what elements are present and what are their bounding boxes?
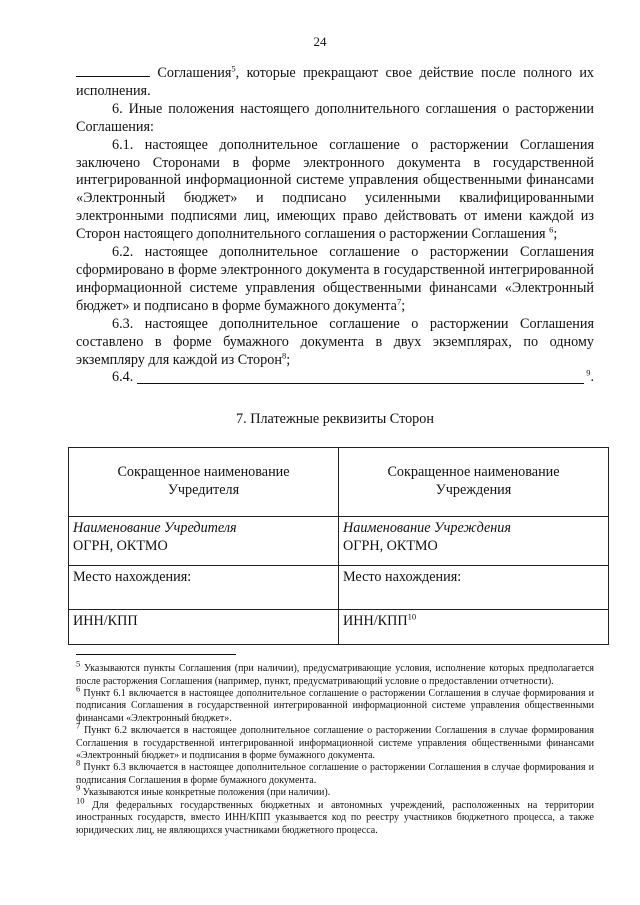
footnote-divider — [76, 654, 236, 655]
footnote-item — [76, 782, 594, 799]
footnotes — [76, 658, 595, 837]
paragraph-text: Соглашения — [157, 65, 232, 81]
table-cell — [339, 517, 609, 566]
footnote-ref: 5 — [231, 63, 236, 74]
document-body — [73, 63, 595, 837]
institution-inn: ИНН/КПП — [343, 613, 408, 630]
paragraph-text: 6.3. настоящее дополнительное соглашение о расторжении Соглашения составлено в форме бумажного документа в двух экземплярах, по одному экземпляру для каждой из Сторон — [76, 315, 594, 368]
paragraph-6-2: 6.2. настоящее дополнительное соглашение о расторжении Соглашения сформировано в форме электронного документа в государственной интегрированной информационной системе управления общественными финансами «Электронный бюджет» и подписано в форме бумажного документа$^7$; — [76, 244, 594, 314]
table-header-institution: Сокращенное наименование Учреждения — [339, 448, 609, 517]
footnote-ref: 8 — [281, 349, 287, 360]
footnote-number: 7 — [76, 720, 81, 731]
footnote-item — [76, 795, 594, 837]
paragraph-text: 6.2. настоящее дополнительное соглашение о расторжении Соглашения сформировано в форме электронного документа в государственной интегрированной информационной системе управления общественными финансами «Электронный бюджет» и подписано в форме бумажного документа — [76, 244, 594, 314]
footnote-text: Пункт 6.3 включается в настоящее дополнительное соглашение о расторжении Соглашения в случае формирования и подписания Соглашения в форме бумажного документа. — [76, 762, 594, 786]
footnote-ref: 10 — [407, 611, 417, 622]
section-title: 7. Платежные реквизиты Сторон — [236, 411, 434, 428]
footnote-ref: 7 — [396, 296, 402, 307]
payment-details-table — [68, 447, 609, 645]
paragraph-6-1: 6.1. настоящее дополнительное соглашение о расторжении Соглашения заключено Сторонами в форме электронного документа в государственной интегрированной информационной системе управления общественными финансами «Электронный бюджет» и подписано усиленными квалифицированными электронными подписями лиц, имеющих право действовать от имени каждой из Сторон настоящего дополнительного соглашения о расторжении Соглашения $^6$; — [76, 136, 594, 243]
table-row — [69, 517, 609, 566]
table-row — [69, 566, 609, 610]
founder-name: Наименование Учредителя — [73, 520, 237, 537]
paragraph-6-4: 6.4. $^9$. — [112, 367, 594, 386]
footnote-ref: 9 — [586, 367, 591, 378]
footnote-text: Пункт 6.2 включается в настоящее дополнительное соглашение о расторжении Соглашения в случае формирования Соглашения в государственной интегрированной информационной системе управления общественными финансами «Электронный бюджет» и подписания в форме бумажного документа. — [76, 725, 595, 762]
footnote-number: 5 — [76, 658, 81, 669]
table-header-founder: Сокращенное наименование Учредителя — [69, 448, 339, 517]
founder-ogrn: ОГРН, ОКТМО — [73, 538, 168, 555]
footnote-number: 10 — [76, 795, 85, 806]
footnote-text: Пункт 6.1 включается в настоящее дополнительное соглашение о расторжении Соглашения в случае формирования и подписания Соглашения в государственной интегрированной информационной системе управления общественными финансами «Электронный бюджет». — [76, 688, 594, 724]
institution-address: Место нахождения: — [339, 566, 609, 610]
paragraph-text: 6.1. настоящее дополнительное соглашение о расторжении Соглашения заключено Сторонами в форме электронного документа в государственной интегрированной информационной системе управления общественными финансами «Электронный бюджет» и подписано усиленными квалифицированными электронными подписями лиц, имеющих право действовать от имени каждой из Сторон настоящего дополнительного соглашения о расторжении Соглашения — [76, 136, 594, 243]
footnote-number: 8 — [76, 758, 81, 769]
footnote-text: Указываются иные конкретные положения (при наличии). — [82, 787, 331, 799]
footnote-item — [76, 758, 594, 787]
founder-inn: ИНН/КПП — [69, 610, 339, 645]
page-number: 24 — [313, 34, 327, 49]
footnote-ref: 6 — [549, 224, 554, 235]
table-row — [69, 448, 609, 517]
table-cell — [339, 610, 609, 645]
paragraph-text: , которые прекращают свое действие после полного их исполнения. — [76, 65, 595, 99]
paragraph-6-3: 6.3. настоящее дополнительное соглашение о расторжении Соглашения составлено в форме бумажного документа в двух экземплярах, по одному экземпляру для каждой из Сторон$^8$; — [76, 315, 594, 368]
institution-ogrn: ОГРН, ОКТМО — [343, 538, 438, 555]
paragraph-6: 6. Иные положения настоящего дополнительного соглашения о расторжении Соглашения: — [76, 100, 594, 135]
footnote-number: 6 — [76, 683, 81, 694]
footnote-item — [76, 683, 594, 725]
footnote-number: 9 — [76, 782, 81, 793]
footnote-text: Указываются пункты Соглашения (при наличии), предусматривающие условия, исполнение которых предполагается после расторжения Соглашения (например, пункт, предусматривающий условие о предоставлении отчетности). — [76, 663, 595, 687]
table-cell — [69, 517, 339, 566]
institution-name: Наименование Учреждения — [343, 520, 511, 537]
blank-line — [76, 64, 150, 77]
paragraph-label: 6.4. — [112, 369, 134, 386]
footnote-text: Для федеральных государственных бюджетных и автономных учреждений, расположенных на территории иностранных государств, вместо ИНН/КПП указывается код по реестру участников бюджетного процесса, а также юридических лиц, не являющихся участниками бюджетного процесса. — [76, 799, 594, 836]
founder-address: Место нахождения: — [69, 566, 339, 610]
footnote-item — [76, 720, 595, 762]
paragraph-agreement-items — [76, 64, 594, 101]
footnote-item — [76, 658, 595, 688]
blank-line — [137, 371, 584, 384]
table-row — [69, 610, 609, 645]
